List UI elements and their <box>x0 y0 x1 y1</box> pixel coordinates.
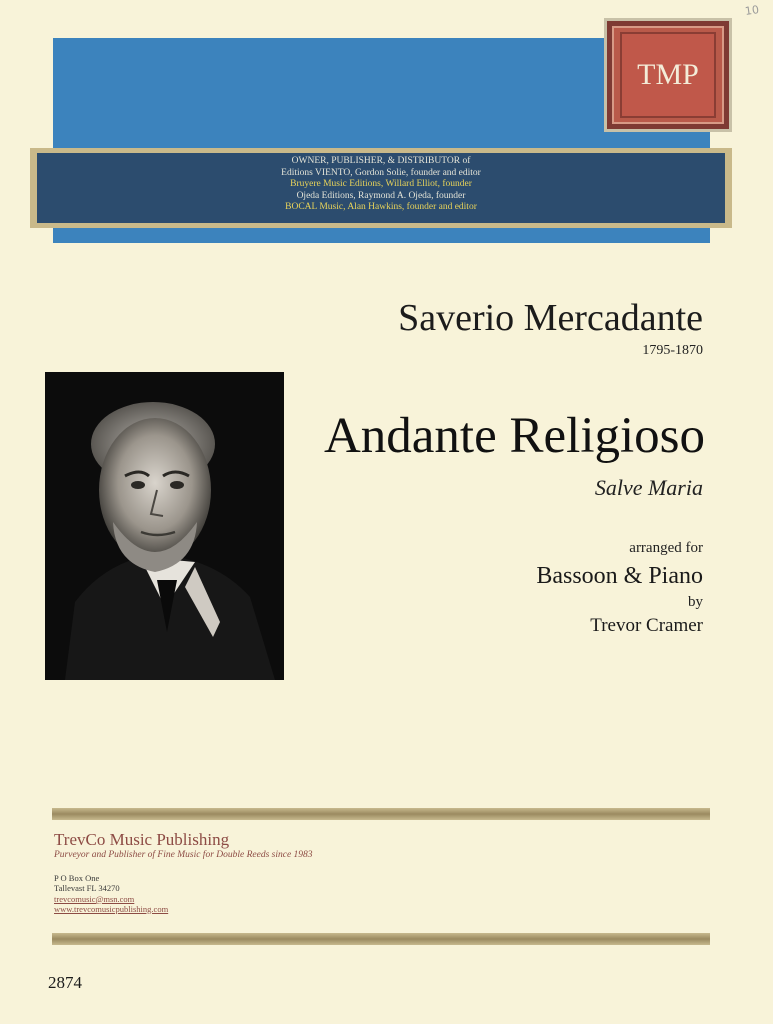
website-link[interactable]: www.trevcomusicpublishing.com <box>54 903 169 914</box>
work-title: Andante Religioso <box>323 408 705 464</box>
publisher-line: Ojeda Editions, Raymond A. Ojeda, founder <box>296 190 466 201</box>
composer-name: Saverio Mercadante <box>398 297 703 339</box>
publisher-line: OWNER, PUBLISHER, & DISTRIBUTOR of <box>291 156 471 166</box>
publisher-line: Bruyere Music Editions, Willard Elliot, founder <box>290 179 472 190</box>
composer-dates: 1795-1870 <box>642 343 703 358</box>
catalog-number: 2874 <box>48 973 82 992</box>
email-link[interactable]: trevcomusic@msn.com <box>54 893 135 904</box>
pencil-mark: 10 <box>744 3 760 18</box>
logo-text: TMP <box>637 58 699 91</box>
footer-tagline: Purveyor and Publisher of Fine Music for Double Reeds since 1983 <box>54 850 313 860</box>
work-subtitle: Salve Maria <box>594 475 703 500</box>
publisher-info-text <box>37 153 725 223</box>
publisher-logo <box>604 18 732 132</box>
footer-rule-top <box>52 808 710 820</box>
footer-publisher-name: TrevCo Music Publishing <box>54 830 230 849</box>
by-label: by <box>688 594 703 610</box>
footer-address <box>54 873 168 914</box>
portrait-illustration <box>45 372 284 680</box>
publisher-line: BOCAL Music, Alan Hawkins, founder and editor <box>285 202 477 213</box>
address-line: P O Box One <box>54 873 100 883</box>
instrumentation: Bassoon & Piano <box>536 563 703 589</box>
arranger-name: Trevor Cramer <box>590 615 703 636</box>
footer-rule-bottom <box>52 933 710 945</box>
publisher-info-box <box>30 148 732 228</box>
composer-portrait <box>45 372 284 680</box>
arranged-for-label: arranged for <box>629 540 703 556</box>
address-line: Tallevast FL 34270 <box>54 883 120 894</box>
publisher-line: Editions VIENTO, Gordon Solie, founder and editor <box>281 167 481 178</box>
